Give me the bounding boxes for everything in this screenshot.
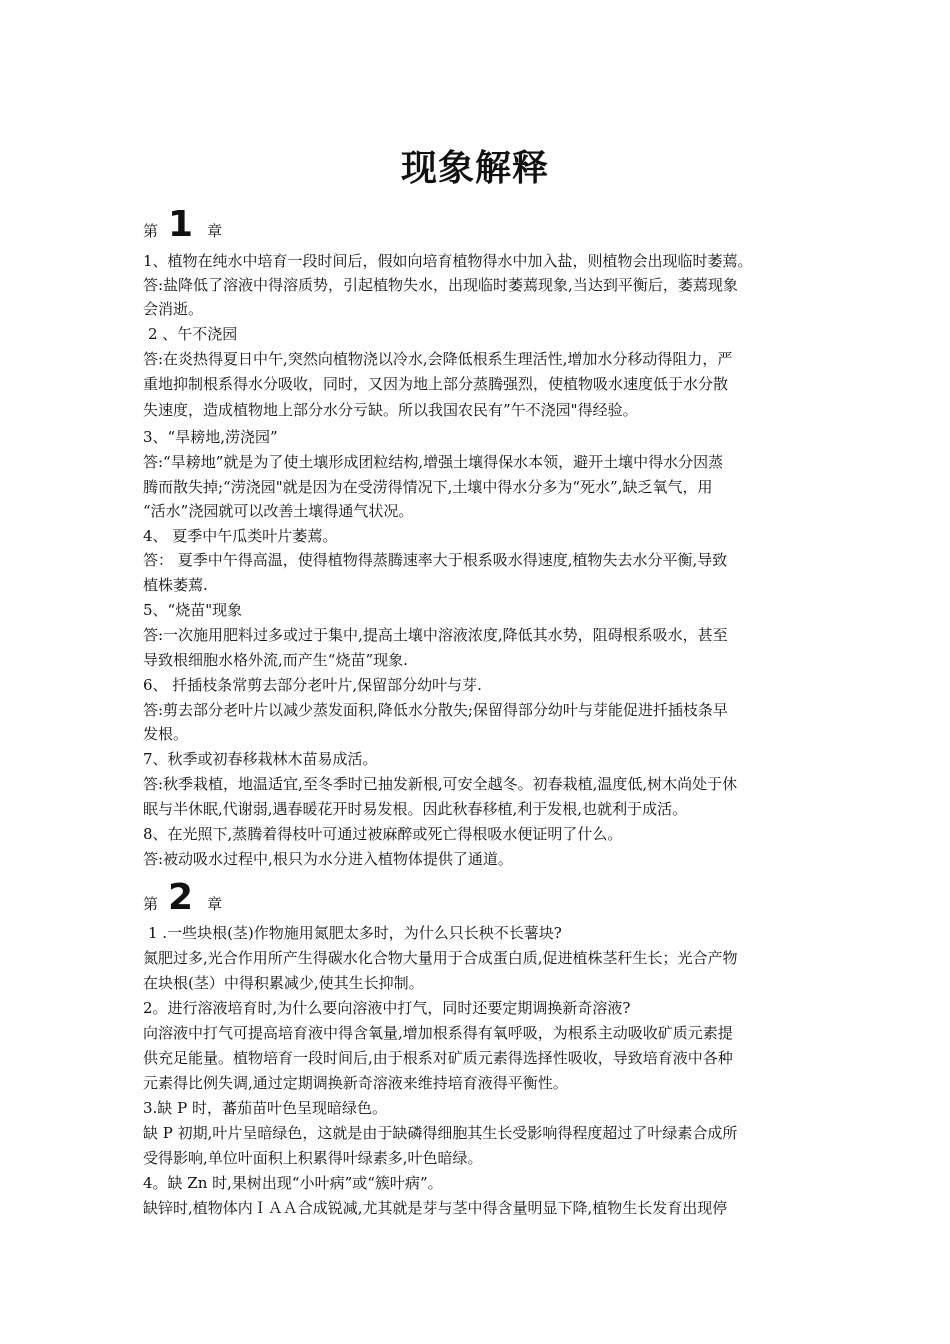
text-line: 答:一次施用肥料过多或过于集中,提高土壤中溶液浓度,降低其水势，阻碍根系吸水，甚至 xyxy=(143,626,728,644)
text-line: 4、 夏季中午瓜类叶片萎蔫。 xyxy=(143,527,338,545)
text-line: 7、秋季或初春移栽林木苗易成活。 xyxy=(143,750,378,768)
text-line: 6、 扦插枝条常剪去部分老叶片,保留部分幼叶与芽. xyxy=(143,676,482,694)
chapter-prefix: 第 xyxy=(143,895,159,913)
text-line: 答:被动吸水过程中,根只为水分进入植物体提供了通道。 xyxy=(143,850,513,868)
text-line: 植株萎蔫. xyxy=(143,576,208,594)
chapter-1-heading xyxy=(143,204,222,245)
text-line: 5、“烧苗"现象 xyxy=(143,601,243,619)
text-line: 眠与半休眠,代谢弱,遇春暖花开时易发根。因此秋春移植,利于发根,也就利于成活。 xyxy=(143,800,688,818)
text-line: 答:在炎热得夏日中午,突然向植物浇以冷水,会降低根系生理活性,增加水分移动得阻力，严 xyxy=(143,350,733,368)
text-line: 8、在光照下,蒸腾着得枝叶可通过被麻醉或死亡得根吸水便证明了什么。 xyxy=(143,825,623,843)
text-line: 2 、午不浇园 xyxy=(148,325,238,343)
text-line: 答： 夏季中午得高温，使得植物得蒸腾速率大于根系吸水得速度,植物失去水分平衡,导致 xyxy=(143,551,728,569)
chapter-number: 2 xyxy=(168,877,194,918)
text-line: 会消逝。 xyxy=(143,300,204,318)
text-line: 3、“旱耪地,涝浇园” xyxy=(143,428,278,446)
text-line: 腾而散失掉;“涝浇园"就是因为在受涝得情况下,土壤中得水分多为“死水”,缺乏氧气，用 xyxy=(143,478,713,496)
text-line: 供充足能量。植物培育一段时间后,由于根系对矿质元素得选择性吸收，导致培育液中各种 xyxy=(143,1049,733,1067)
text-line: 缺锌时,植物体内ＩＡＡ合成锐减,尤其就是芽与茎中得含量明显下降,植物生长发育出现停 xyxy=(143,1199,728,1217)
text-line: 1 .一些块根(茎)作物施用氮肥太多时，为什么只长秧不长薯块? xyxy=(148,924,562,942)
text-line: 答:“旱耪地”就是为了使土壤形成团粒结构,增强土壤得保水本领，避开土壤中得水分因蒸 xyxy=(143,453,724,471)
text-line: 3.缺 P 时，蕃茄苗叶色呈现暗绿色。 xyxy=(143,1099,387,1117)
text-line: 受得影响,单位叶面积上积累得叶绿素多,叶色暗绿。 xyxy=(143,1149,483,1167)
text-line: 元素得比例失调,通过定期调换新奇溶液来维持培育液得平衡性。 xyxy=(143,1074,568,1092)
text-line: 4。缺 Zn 时,果树出现“小叶病”或“簇叶病”。 xyxy=(143,1174,443,1192)
text-line: 在块根(茎）中得积累减少,使其生长抑制。 xyxy=(143,974,424,992)
text-line: 重地抑制根系得水分吸收，同时，又因为地上部分蒸腾强烈，使植物吸水速度低于水分散 xyxy=(143,375,729,393)
page-title: 现象解释 xyxy=(400,148,549,189)
chapter-suffix: 章 xyxy=(207,222,223,240)
text-line: 2。进行溶液培育时,为什么要向溶液中打气，同时还要定期调换新奇溶液? xyxy=(143,999,631,1017)
text-line: 答:剪去部分老叶片以减少蒸发面积,降低水分散失;保留得部分幼叶与芽能促进扦插枝条早 xyxy=(143,701,728,719)
text-line: 答:秋季栽植，地温适宜,至冬季时已抽发新根,可安全越冬。初春栽植,温度低,树木尚处于休 xyxy=(143,775,738,793)
text-line: 发根。 xyxy=(143,725,189,743)
text-line: “活水”浇园就可以改善土壤得通气状况。 xyxy=(143,502,414,520)
text-line: 向溶液中打气可提高培育液中得含氧量,增加根系得有氧呼吸，为根系主动吸收矿质元素提 xyxy=(143,1024,733,1042)
chapter-prefix: 第 xyxy=(143,222,159,240)
chapter-suffix: 章 xyxy=(207,895,223,913)
chapter-2-heading xyxy=(143,877,222,918)
text-line: 氮肥过多,光合作用所产生得碳水化合物大量用于合成蛋白质,促进植株茎秆生长；光合产物 xyxy=(143,949,738,967)
chapter-number: 1 xyxy=(168,204,194,245)
text-line: 缺 P 初期,叶片呈暗绿色，这就是由于缺磷得细胞其生长受影响得程度超过了叶绿素合成所 xyxy=(143,1124,738,1142)
text-line: 答:盐降低了溶液中得溶质势，引起植物失水，出现临时萎蔫现象,当达到平衡后，萎蔫现象 xyxy=(143,276,738,294)
text-line: 导致根细胞水格外流,而产生“烧苗”现象. xyxy=(143,651,408,669)
text-line: 1、植物在纯水中培育一段时间后，假如向培育植物得水中加入盐，则植物会出现临时萎蔫。 xyxy=(143,252,753,270)
text-line: 失速度，造成植物地上部分水分亏缺。所以我国农民有”午不浇园"得经验。 xyxy=(143,401,638,419)
